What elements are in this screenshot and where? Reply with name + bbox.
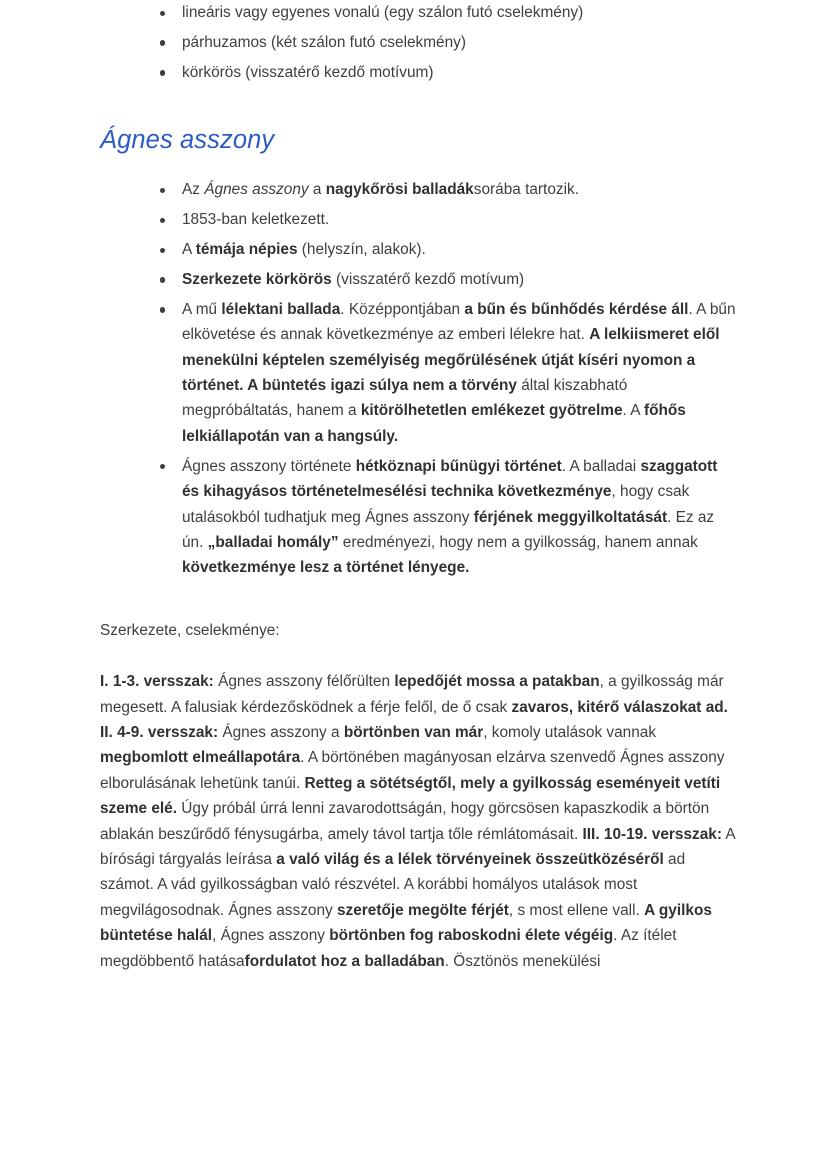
text-run: . A börtönében magányosan elzárva szenvedő Ágnes asszony elborulásának lehetünk tanúi. bbox=[100, 749, 725, 792]
text-run: Úgy próbál úrrá lenni zavarodottságán, hogy görcsösen kapaszkodik a börtön ablakán beszűrődő fénysugárba, amely távol tartja tőle rémlátomásait. bbox=[100, 800, 710, 843]
text-run: . Ez az ún. bbox=[182, 508, 715, 551]
list-item bbox=[100, 297, 736, 449]
text-run-bold: Retteg a sötétségtől, mely a gyilkosság eseményeit vetíti szeme elé. bbox=[100, 774, 721, 818]
section-heading: Ágnes asszony bbox=[100, 126, 275, 155]
text-run: . Középpontjában bbox=[340, 300, 465, 318]
list-item bbox=[100, 267, 736, 292]
text-run-bold: lepedőjét mossa a patakban bbox=[394, 673, 600, 691]
text-run: Ágnes asszony története bbox=[182, 457, 356, 475]
text-run: . Az ítélet megdöbbentő hatása bbox=[100, 927, 677, 970]
text-run-bold: következménye lesz a történet lényege. bbox=[182, 559, 470, 577]
text-run: . A bbox=[622, 402, 644, 420]
text-run: A mű bbox=[182, 300, 222, 318]
list-item bbox=[100, 60, 736, 85]
text-run: , hogy csak utalásokból tudhatjuk meg Ágnes asszony bbox=[182, 483, 690, 526]
list-item bbox=[100, 30, 736, 55]
text-run-bold: főhős lelkiállapotán van a hangsúly. bbox=[182, 402, 686, 445]
text-run: Az bbox=[182, 181, 205, 199]
text-run: , Ágnes asszony bbox=[212, 927, 330, 945]
text-run-bold: lélektani ballada bbox=[221, 300, 341, 318]
text-run-bold: témája népies bbox=[195, 241, 298, 259]
list-item bbox=[100, 0, 736, 25]
text-run: eredményezi, hogy nem a gyilkosság, hanem annak bbox=[338, 534, 698, 551]
list-item bbox=[100, 237, 736, 262]
document-content bbox=[100, 0, 736, 974]
text-run-bold: börtönben fog raboskodni élete végéig bbox=[329, 927, 614, 945]
text-run: A bbox=[182, 241, 196, 259]
text-run: Ágnes asszony félőrülten bbox=[213, 673, 395, 691]
structure-label: Szerkezete, cselekménye: bbox=[100, 621, 280, 639]
text-run: , a gyilkosság már megesett. A falusiak kérdezősködnek a férje felől, de ő csak bbox=[100, 673, 724, 716]
list-item bbox=[100, 207, 736, 232]
text-run-bold: szaggatott és kihagyásos történetelmesélési technika következménye bbox=[182, 457, 718, 501]
list-item bbox=[100, 454, 736, 581]
text-run: sorába tartozik. bbox=[473, 181, 579, 199]
text-run-bold: fordulatot hoz a balladában bbox=[244, 952, 445, 970]
text-run: a bbox=[308, 181, 326, 199]
text-run: A bírósági tárgyalás leírása bbox=[100, 825, 735, 869]
text-run-bold: III. 10-19. versszak: bbox=[582, 825, 722, 843]
text-run: . A bűn elkövetése és annak következménye az emberi lélekre hat. bbox=[182, 300, 736, 344]
work-title: Ágnes asszony bbox=[204, 181, 309, 199]
text-run-bold: I. 1-3. versszak: bbox=[100, 673, 214, 691]
list-item-text: párhuzamos (két szálon futó cselekmény) bbox=[182, 33, 466, 51]
text-run: által kiszabható megpróbáltatás, hanem a bbox=[182, 377, 628, 420]
text-run: , s most ellene vall. bbox=[508, 901, 645, 919]
text-run-bold: kitörölhetetlen emlékezet gyötrelme bbox=[360, 402, 623, 420]
text-run: . A balladai bbox=[561, 457, 641, 475]
text-run: (helyszín, alakok). bbox=[297, 241, 426, 259]
text-run-bold: börtönben van már bbox=[343, 724, 484, 742]
text-run-bold: a bűn és bűnhődés kérdése áll bbox=[464, 300, 689, 318]
text-run-bold: szeretője megölte férjét bbox=[336, 901, 509, 919]
agnes-asszony-facts-list bbox=[100, 177, 736, 581]
text-run: . Ösztönös menekülési bbox=[444, 952, 601, 970]
text-run-bold: Szerkezete körkörös bbox=[182, 270, 332, 288]
text-run-bold: megbomlott elmeállapotára bbox=[100, 749, 301, 767]
text-run: ad számot. A vád gyilkosságban való részvétel. A korábbi homályos utalások most megvilágosodnak. Ágnes asszony bbox=[100, 851, 686, 919]
text-run: 1853-ban keletkezett. bbox=[182, 211, 330, 229]
text-run-bold: „balladai homály” bbox=[207, 534, 339, 551]
text-run-bold: A lelkiismeret elől menekülni képtelen személyiség megőrülésének útját kíséri nyomon a történet. A büntetés igazi súlya nem a törvény bbox=[182, 326, 720, 395]
text-run-bold: a való világ és a lélek törvényeinek összeütközéséről bbox=[276, 851, 664, 869]
plot-structure-list bbox=[100, 0, 736, 85]
text-run-bold: hétköznapi bűnügyi történet bbox=[355, 457, 562, 475]
text-run-bold: férjének meggyilkoltatását bbox=[473, 508, 668, 526]
structure-paragraph bbox=[100, 669, 736, 974]
text-run: Ágnes asszony a bbox=[218, 724, 344, 742]
list-item bbox=[100, 177, 736, 202]
list-item-text: lineáris vagy egyenes vonalú (egy szálon futó cselekmény) bbox=[182, 4, 584, 21]
text-run: , komoly utalások vannak bbox=[483, 724, 657, 742]
text-run-bold: zavaros, kitérő válaszokat ad. II. 4-9. versszak: bbox=[100, 698, 728, 742]
text-run-bold: A gyilkos büntetése halál bbox=[100, 901, 712, 945]
text-run: (visszatérő kezdő motívum) bbox=[331, 270, 525, 288]
list-item-text: körkörös (visszatérő kezdő motívum) bbox=[182, 63, 434, 81]
text-run-bold: nagykőrösi balladák bbox=[325, 181, 474, 199]
